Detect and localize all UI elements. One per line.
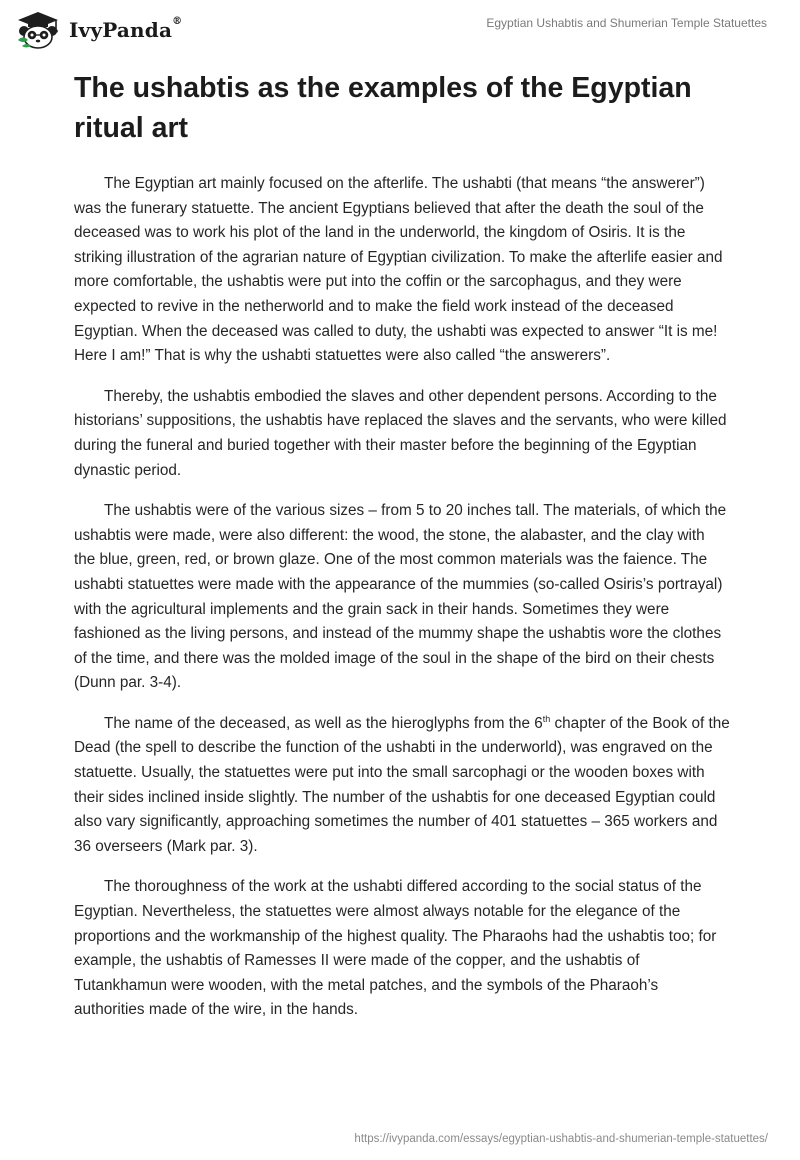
paragraph: Thereby, the ushabtis embodied the slaves and other dependent persons. According to the historians’ suppositions, the ushabtis have replaced the slaves and the servants, who were killed during the funeral and buried together with their master before the beginning of the Egyptian dynastic period. <box>74 387 727 479</box>
document-title: Egyptian Ushabtis and Shumerian Temple Statuettes <box>486 16 767 30</box>
brand-logo[interactable] <box>14 10 182 50</box>
paragraph-text: chapter of the Book of the Dead (the spell to describe the function of the ushabti in the underworld), was engraved on the statuette. Usually, the statuettes were put into the small sarcophagi or the wooden boxes with their sides inclined inside slightly. The number of the ushabtis for one deceased Egyptian could also vary significantly, approaching sometimes the number of 401 statuettes – 365 workers and 36 overseers (Mark par. 3). <box>74 714 730 855</box>
trademark-symbol: ® <box>172 16 183 27</box>
article-title: The ushabtis as the examples of the Egyptian ritual art <box>74 72 692 144</box>
page-header <box>0 0 800 60</box>
article-body <box>74 172 730 1039</box>
paragraph <box>74 712 730 860</box>
brand-name: IvyPanda® <box>69 16 183 42</box>
paragraph-text: The name of the deceased, as well as the hieroglyphs from the 6 <box>104 714 543 732</box>
ordinal-suffix: th <box>542 713 551 724</box>
source-url[interactable]: https://ivypanda.com/essays/egyptian-ushabtis-and-shumerian-temple-statuettes/ <box>354 1133 768 1145</box>
paragraph: The Egyptian art mainly focused on the afterlife. The ushabti (that means “the answerer”) was the funerary statuette. The ancient Egyptians believed that after the death the soul of the deceased was to work his plot of the land in the underworld, the kingdom of Osiris. It is the striking illustration of the agrarian nature of Egyptian civilization. To make the afterlife easier and more comfortable, the ushabtis were put into the coffin or the sarcophagus, and they were expected to revive in the netherworld and to make the field work instead of the deceased Egyptian. When the deceased was called to duty, the ushabti was expected to answer “It is me! Here I am!” That is why the ushabti statuettes were also called “the answerers”. <box>74 175 723 365</box>
panda-graduate-icon <box>14 10 62 50</box>
paragraph: The thoroughness of the work at the ushabti differed according to the social status of the Egyptian. Nevertheless, the statuettes were almost always notable for the elegance of the proportions and the workmanship of the highest quality. The Pharaohs had the ushabtis too; for example, the ushabtis of Ramesses II were made of the copper, and the ushabtis of Tutankhamun were wooden, with the metal patches, and the symbols of the Pharaoh’s authorities made of the wire, in the hands. <box>74 878 717 1019</box>
paragraph: The ushabtis were of the various sizes – from 5 to 20 inches tall. The materials, of which the ushabtis were made, were also different: the wood, the stone, the alabaster, and the clay with the blue, green, red, or brown glaze. One of the most common materials was the faience. The ushabti statuettes were made with the appearance of the mummies (so-called Osiris’s portrayal) with the agricultural implements and the grain sack in their hands. Sometimes they were fashioned as the living persons, and instead of the mummy shape the ushabtis wore the clothes of the time, and there was the molded image of the soul in the shape of the bird on their chests (Dunn par. 3-4). <box>74 502 727 692</box>
